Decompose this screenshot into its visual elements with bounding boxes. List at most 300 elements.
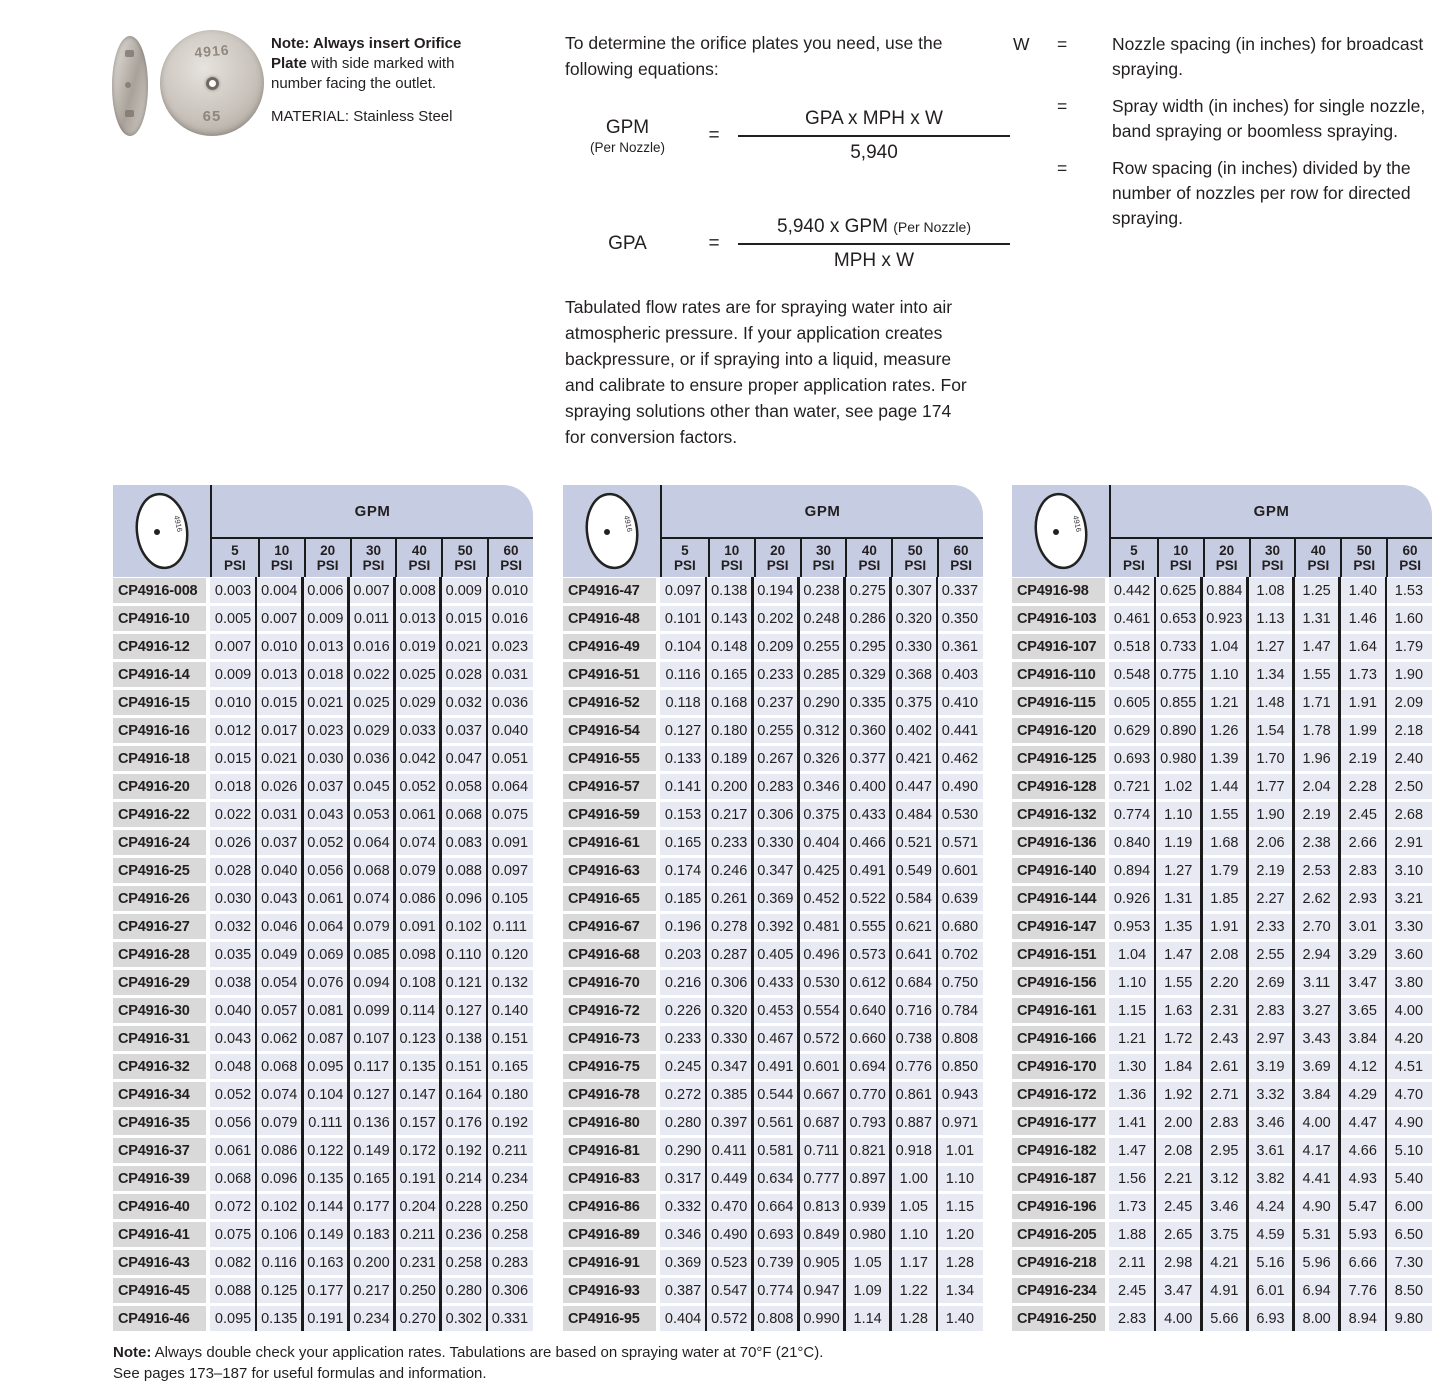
model-label: CP4916-250 <box>1012 1306 1105 1331</box>
model-label: CP4916-18 <box>113 746 206 771</box>
gpm-value: 0.005 <box>214 610 252 627</box>
gpm-value: 0.470 <box>711 1198 748 1215</box>
flow-table-mid-range <box>563 485 983 1333</box>
gpm-value: 0.200 <box>353 1254 390 1271</box>
gpm-value: 4.12 <box>1348 1058 1377 1075</box>
gpm-value: 0.102 <box>261 1198 298 1215</box>
gpm-value: 0.087 <box>307 1030 344 1047</box>
w-definition-text: Row spacing (in inches) divided by the number of nozzles per row for directed spraying. <box>1112 158 1411 228</box>
row-values <box>1109 1166 1432 1191</box>
model-label: CP4916-103 <box>1012 606 1105 631</box>
gpm-value: 0.052 <box>399 778 436 795</box>
gpm-value: 4.21 <box>1210 1254 1239 1271</box>
gpm-value: 0.400 <box>849 778 886 795</box>
gpm-value: 4.90 <box>1302 1198 1331 1215</box>
gpm-value: 0.425 <box>803 862 840 879</box>
table-row <box>113 1109 533 1137</box>
table-row <box>113 857 533 885</box>
gpm-value: 4.59 <box>1256 1226 1285 1243</box>
gpm-value: 0.147 <box>399 1086 436 1103</box>
row-values <box>1109 1026 1432 1051</box>
table-row <box>113 913 533 941</box>
model-label: CP4916-30 <box>113 998 206 1023</box>
psi-column-header: 20 PSI <box>304 539 350 577</box>
gpm-value: 0.194 <box>757 582 794 599</box>
gpm-value: 1.77 <box>1256 778 1285 795</box>
svg-text:4916: 4916 <box>621 514 634 533</box>
row-values <box>210 914 533 939</box>
gpm-value: 0.164 <box>445 1086 482 1103</box>
psi-header-row <box>660 537 983 577</box>
model-label: CP4916-72 <box>563 998 656 1023</box>
gpm-value: 2.50 <box>1394 778 1424 795</box>
gpm-value: 1.92 <box>1164 1086 1193 1103</box>
gpm-value: 0.369 <box>757 890 794 907</box>
gpm-value: 0.125 <box>261 1282 298 1299</box>
gpm-value: 0.015 <box>445 610 482 627</box>
w-definition-item <box>1013 156 1433 231</box>
gpm-equation <box>565 108 1010 164</box>
gpm-value: 8.00 <box>1302 1310 1331 1327</box>
row-values <box>210 662 533 687</box>
table-row <box>113 969 533 997</box>
footer-note-line2: See pages 173–187 for useful formulas and information. <box>113 1365 487 1382</box>
gpm-value: 0.329 <box>849 666 886 683</box>
gpm-value: 0.018 <box>307 666 344 683</box>
gpm-value: 0.776 <box>895 1058 932 1075</box>
row-values <box>660 634 983 659</box>
gpm-value: 1.47 <box>1117 1142 1147 1159</box>
gpm-value: 1.71 <box>1302 694 1331 711</box>
gpm-value: 0.204 <box>399 1198 436 1215</box>
table-row <box>563 857 983 885</box>
gpm-value: 0.026 <box>261 778 298 795</box>
table-row <box>1012 1249 1432 1277</box>
orifice-hole <box>206 77 219 90</box>
table-row <box>1012 1165 1432 1193</box>
gpm-value: 0.530 <box>941 806 979 823</box>
gpm-value: 2.91 <box>1394 834 1424 851</box>
gpm-value: 0.283 <box>757 778 794 795</box>
gpm-value: 0.038 <box>214 974 252 991</box>
gpm-value: 0.009 <box>214 666 252 683</box>
model-label: CP4916-55 <box>563 746 656 771</box>
gpm-value: 1.90 <box>1256 806 1285 823</box>
w-symbol-spacer <box>1013 94 1057 144</box>
table-row <box>113 577 533 605</box>
row-values <box>210 1026 533 1051</box>
gpm-value: 4.91 <box>1210 1282 1239 1299</box>
gpm-value: 0.283 <box>491 1254 529 1271</box>
gpm-value: 2.43 <box>1210 1030 1239 1047</box>
row-values <box>660 718 983 743</box>
row-values <box>210 886 533 911</box>
table-row <box>113 717 533 745</box>
table-row <box>563 1053 983 1081</box>
gpm-value: 0.523 <box>711 1254 748 1271</box>
row-values <box>660 662 983 687</box>
gpm-value: 4.90 <box>1394 1114 1424 1131</box>
gpm-value: 0.549 <box>895 862 932 879</box>
material-line: MATERIAL: Stainless Steel <box>271 108 453 125</box>
gpm-value: 4.00 <box>1394 1002 1424 1019</box>
gpm-value: 0.192 <box>445 1142 482 1159</box>
gpm-value: 5.47 <box>1348 1198 1377 1215</box>
gpm-value: 0.015 <box>261 694 298 711</box>
gpm-value: 0.821 <box>849 1142 886 1159</box>
gpm-value: 0.056 <box>307 862 344 879</box>
row-values <box>660 1054 983 1079</box>
gpm-value: 0.421 <box>895 750 932 767</box>
gpm-value: 0.693 <box>1113 750 1151 767</box>
gpm-value: 0.049 <box>261 946 298 963</box>
model-label: CP4916-59 <box>563 802 656 827</box>
gpm-value: 0.641 <box>895 946 932 963</box>
gpm-value: 0.584 <box>895 890 932 907</box>
gpm-value: 0.013 <box>261 666 298 683</box>
gpm-value: 0.561 <box>757 1114 794 1131</box>
gpm-value: 0.286 <box>849 610 886 627</box>
flow-table-low-range <box>113 485 533 1333</box>
gpm-value: 1.54 <box>1256 722 1285 739</box>
gpm-value: 0.808 <box>941 1030 979 1047</box>
gpm-value: 0.601 <box>803 1058 840 1075</box>
gpm-value: 0.168 <box>711 694 748 711</box>
psi-column-header: 10 PSI <box>258 539 304 577</box>
gpm-value: 0.555 <box>849 918 886 935</box>
gpm-value: 0.091 <box>399 918 436 935</box>
table-row <box>1012 941 1432 969</box>
gpm-value: 8.94 <box>1348 1310 1377 1327</box>
gpm-value: 0.214 <box>445 1170 482 1187</box>
gpm-value: 5.31 <box>1302 1226 1331 1243</box>
model-label: CP4916-52 <box>563 690 656 715</box>
table-row <box>1012 633 1432 661</box>
model-label: CP4916-008 <box>113 578 206 603</box>
insert-note <box>271 34 499 127</box>
gpm-value: 0.021 <box>261 750 298 767</box>
gpm-value: 3.84 <box>1302 1086 1331 1103</box>
gpm-value: 0.135 <box>399 1058 436 1075</box>
equals-sign: = <box>1057 96 1068 116</box>
gpm-value: 0.234 <box>353 1310 390 1327</box>
gpm-value: 2.09 <box>1394 694 1424 711</box>
gpm-value: 0.095 <box>307 1058 344 1075</box>
flow-rates-note: Tabulated flow rates are for spraying water into air atmospheric pressure. If your application creates backpressure, or if spraying into a liquid, measure and calibrate to ensure proper application rates. For spraying solutions other than water, see page 174 for conversion factors. <box>565 297 967 447</box>
model-label: CP4916-70 <box>563 970 656 995</box>
gpm-value: 0.330 <box>757 834 794 851</box>
gpm-value: 0.029 <box>353 722 390 739</box>
gpm-value: 0.082 <box>214 1254 252 1271</box>
row-values <box>1109 578 1432 603</box>
gpm-value: 0.135 <box>307 1170 344 1187</box>
equals-sign: = <box>1057 34 1068 54</box>
gpm-value: 0.107 <box>353 1030 390 1047</box>
gpm-value: 1.53 <box>1394 582 1424 599</box>
gpm-value: 1.73 <box>1348 666 1377 683</box>
gpm-value: 0.009 <box>307 610 344 627</box>
gpm-value: 0.096 <box>261 1170 298 1187</box>
gpm-value: 0.750 <box>941 974 979 991</box>
table-row <box>1012 1277 1432 1305</box>
gpm-value: 0.068 <box>214 1170 252 1187</box>
table-row <box>113 885 533 913</box>
gpm-value: 3.11 <box>1303 974 1331 991</box>
row-values <box>1109 858 1432 883</box>
gpm-value: 0.572 <box>803 1030 840 1047</box>
row-values <box>210 718 533 743</box>
plate-stamp-mark <box>125 82 131 88</box>
gpm-value: 0.104 <box>664 638 702 655</box>
row-values <box>210 830 533 855</box>
psi-column-header: 5 PSI <box>224 543 246 573</box>
gpm-value: 0.079 <box>399 862 436 879</box>
gpm-value: 1.10 <box>1164 806 1193 823</box>
gpm-value: 0.267 <box>757 750 794 767</box>
gpm-value: 0.051 <box>491 750 529 767</box>
row-values <box>210 606 533 631</box>
gpm-value: 1.99 <box>1348 722 1377 739</box>
table-row <box>1012 1221 1432 1249</box>
gpm-value: 0.664 <box>757 1198 794 1215</box>
row-values <box>1109 718 1432 743</box>
gpm-value: 0.211 <box>492 1142 528 1159</box>
gpm-value: 0.102 <box>445 918 482 935</box>
table-row <box>113 745 533 773</box>
gpm-value: 0.075 <box>491 806 529 823</box>
gpm-value: 0.035 <box>214 946 252 963</box>
psi-column-header: 60 PSI <box>937 539 983 577</box>
gpm-value: 0.072 <box>214 1198 252 1215</box>
gpm-value: 0.280 <box>664 1114 702 1131</box>
psi-header-row <box>1109 537 1432 577</box>
model-label: CP4916-46 <box>113 1306 206 1331</box>
gpm-value: 4.20 <box>1394 1030 1424 1047</box>
gpm-value: 2.69 <box>1256 974 1285 991</box>
model-label: CP4916-136 <box>1012 830 1105 855</box>
gpm-value: 0.402 <box>895 722 932 739</box>
model-label: CP4916-24 <box>113 830 206 855</box>
gpm-value: 1.60 <box>1394 610 1424 627</box>
gpm-value: 0.127 <box>353 1086 390 1103</box>
gpm-value: 4.66 <box>1348 1142 1377 1159</box>
gpm-value: 0.191 <box>399 1170 436 1187</box>
gpm-value: 0.245 <box>664 1058 702 1075</box>
gpm-value: 0.573 <box>849 946 886 963</box>
row-values <box>210 1138 533 1163</box>
gpm-value: 0.548 <box>1113 666 1151 683</box>
gpm-value: 0.141 <box>664 778 702 795</box>
gpm-value: 0.774 <box>757 1282 794 1299</box>
gpm-value: 0.098 <box>399 946 436 963</box>
row-values <box>660 1250 983 1275</box>
gpm-value: 0.290 <box>664 1142 702 1159</box>
gpm-value: 0.074 <box>261 1086 298 1103</box>
gpm-value: 0.165 <box>491 1058 529 1075</box>
gpm-value: 0.028 <box>445 666 482 683</box>
row-values <box>210 1194 533 1219</box>
gpm-value: 0.971 <box>941 1114 979 1131</box>
gpm-value: 0.068 <box>353 862 390 879</box>
gpm-value: 1.01 <box>945 1142 975 1159</box>
gpm-value: 0.157 <box>399 1114 436 1131</box>
table-row <box>563 633 983 661</box>
gpm-value: 0.375 <box>895 694 932 711</box>
psi-column-header: 20 PSI <box>754 539 800 577</box>
gpm-value: 3.21 <box>1394 890 1424 907</box>
plate-marking-size: 65 <box>202 108 222 125</box>
gpm-value: 1.55 <box>1302 666 1331 683</box>
gpm-value: 0.108 <box>399 974 436 991</box>
gpm-value: 1.34 <box>1256 666 1285 683</box>
gpm-value: 0.947 <box>803 1282 840 1299</box>
gpm-value: 1.04 <box>1117 946 1147 963</box>
gpm-value: 0.135 <box>261 1310 298 1327</box>
gpm-value: 2.83 <box>1117 1310 1147 1327</box>
table-row <box>563 577 983 605</box>
gpm-value: 0.452 <box>803 890 840 907</box>
gpm-value: 0.258 <box>445 1254 482 1271</box>
table-row <box>1012 773 1432 801</box>
table-row <box>563 885 983 913</box>
row-values <box>210 746 533 771</box>
table-row <box>563 1081 983 1109</box>
gpm-value: 0.061 <box>307 890 344 907</box>
gpm-value: 0.052 <box>214 1086 252 1103</box>
gpm-value: 0.236 <box>445 1226 482 1243</box>
gpm-value: 0.031 <box>491 666 529 683</box>
gpm-value: 1.40 <box>1348 582 1377 599</box>
gpm-value: 0.062 <box>261 1030 298 1047</box>
row-values <box>660 914 983 939</box>
gpm-value: 0.306 <box>491 1282 529 1299</box>
gpm-value: 0.335 <box>849 694 886 711</box>
model-label: CP4916-95 <box>563 1306 656 1331</box>
psi-column-header: 20 PSI <box>1203 539 1249 577</box>
gpm-value: 1.70 <box>1256 750 1285 767</box>
gpm-value: 0.939 <box>849 1198 886 1215</box>
gpm-value: 0.064 <box>353 834 390 851</box>
row-values <box>1109 634 1432 659</box>
table-row <box>113 801 533 829</box>
gpm-value: 0.808 <box>757 1310 794 1327</box>
gpm-value: 1.79 <box>1394 638 1424 655</box>
gpm-value: 0.890 <box>1160 722 1197 739</box>
gpm-value: 0.990 <box>803 1310 840 1327</box>
gpm-value: 0.047 <box>445 750 482 767</box>
gpm-value: 1.35 <box>1164 918 1193 935</box>
gpm-value: 0.625 <box>1160 582 1197 599</box>
gpm-value: 0.189 <box>711 750 748 767</box>
gpm-value: 0.143 <box>711 610 748 627</box>
psi-column-header: 40 PSI <box>1294 539 1340 577</box>
row-values <box>210 1278 533 1303</box>
gpm-value: 6.93 <box>1256 1310 1285 1327</box>
gpm-value: 0.522 <box>849 890 886 907</box>
table-row <box>563 605 983 633</box>
gpm-value: 1.09 <box>853 1282 882 1299</box>
gpm-value: 0.739 <box>757 1254 794 1271</box>
gpm-value: 0.138 <box>711 582 748 599</box>
gpm-value: 0.016 <box>353 638 390 655</box>
model-label: CP4916-15 <box>113 690 206 715</box>
table-row <box>1012 661 1432 689</box>
gpm-value: 0.660 <box>849 1030 886 1047</box>
gpm-value: 1.90 <box>1394 666 1424 683</box>
row-values <box>660 746 983 771</box>
gpm-value: 0.332 <box>664 1198 702 1215</box>
gpm-value: 1.30 <box>1117 1058 1147 1075</box>
gpm-value: 4.24 <box>1256 1198 1285 1215</box>
table-row <box>1012 689 1432 717</box>
gpm-value: 5.16 <box>1256 1254 1285 1271</box>
gpm-value: 0.111 <box>308 1114 343 1131</box>
row-values <box>660 1222 983 1247</box>
table-row <box>563 1193 983 1221</box>
model-label: CP4916-75 <box>563 1054 656 1079</box>
gpm-header: GPM <box>210 485 533 537</box>
model-label: CP4916-125 <box>1012 746 1105 771</box>
model-label: CP4916-177 <box>1012 1110 1105 1135</box>
gpm-value: 0.042 <box>399 750 436 767</box>
gpm-value: 0.320 <box>711 1002 748 1019</box>
gpm-value: 0.046 <box>261 918 298 935</box>
fraction-numerator: 5,940 x GPM (Per Nozzle) <box>777 216 971 237</box>
gpm-value: 0.048 <box>214 1058 252 1075</box>
table-row <box>113 1053 533 1081</box>
gpm-value: 0.057 <box>261 1002 298 1019</box>
gpm-value: 0.621 <box>895 918 932 935</box>
gpm-value: 0.091 <box>491 834 529 851</box>
gpm-value: 2.04 <box>1302 778 1331 795</box>
gpm-value: 0.980 <box>1160 750 1197 767</box>
gpm-value: 0.079 <box>261 1114 298 1131</box>
gpm-value: 0.111 <box>492 918 527 935</box>
gpm-value: 2.70 <box>1302 918 1331 935</box>
row-values <box>660 1110 983 1135</box>
gpm-value: 0.074 <box>399 834 436 851</box>
gpm-value: 0.943 <box>941 1086 979 1103</box>
gpm-value: 0.095 <box>214 1310 252 1327</box>
gpm-value: 0.850 <box>941 1058 979 1075</box>
orifice-plate-icon <box>563 485 660 577</box>
model-label: CP4916-115 <box>1012 690 1105 715</box>
gpm-value: 0.894 <box>1113 862 1151 879</box>
model-label: CP4916-172 <box>1012 1082 1105 1107</box>
table-row <box>113 605 533 633</box>
insert-note-rest: with side marked with number facing the outlet. <box>271 55 455 92</box>
table-row <box>113 1025 533 1053</box>
gpm-value: 2.97 <box>1256 1030 1285 1047</box>
gpm-value: 0.018 <box>214 778 252 795</box>
gpm-value: 0.097 <box>491 862 529 879</box>
row-values <box>660 578 983 603</box>
gpm-value: 0.490 <box>711 1226 748 1243</box>
orifice-plate-front-photo <box>160 30 264 136</box>
table-row <box>113 773 533 801</box>
table-row <box>563 913 983 941</box>
gpm-value: 8.50 <box>1394 1282 1424 1299</box>
table-row <box>1012 801 1432 829</box>
gpm-value: 0.330 <box>895 638 932 655</box>
model-label: CP4916-120 <box>1012 718 1105 743</box>
orifice-plate-side-photo <box>112 36 148 136</box>
gpm-value: 0.280 <box>445 1282 482 1299</box>
row-values <box>660 942 983 967</box>
gpm-value: 0.180 <box>711 722 748 739</box>
gpm-value: 0.007 <box>353 582 390 599</box>
gpm-value: 0.032 <box>445 694 482 711</box>
